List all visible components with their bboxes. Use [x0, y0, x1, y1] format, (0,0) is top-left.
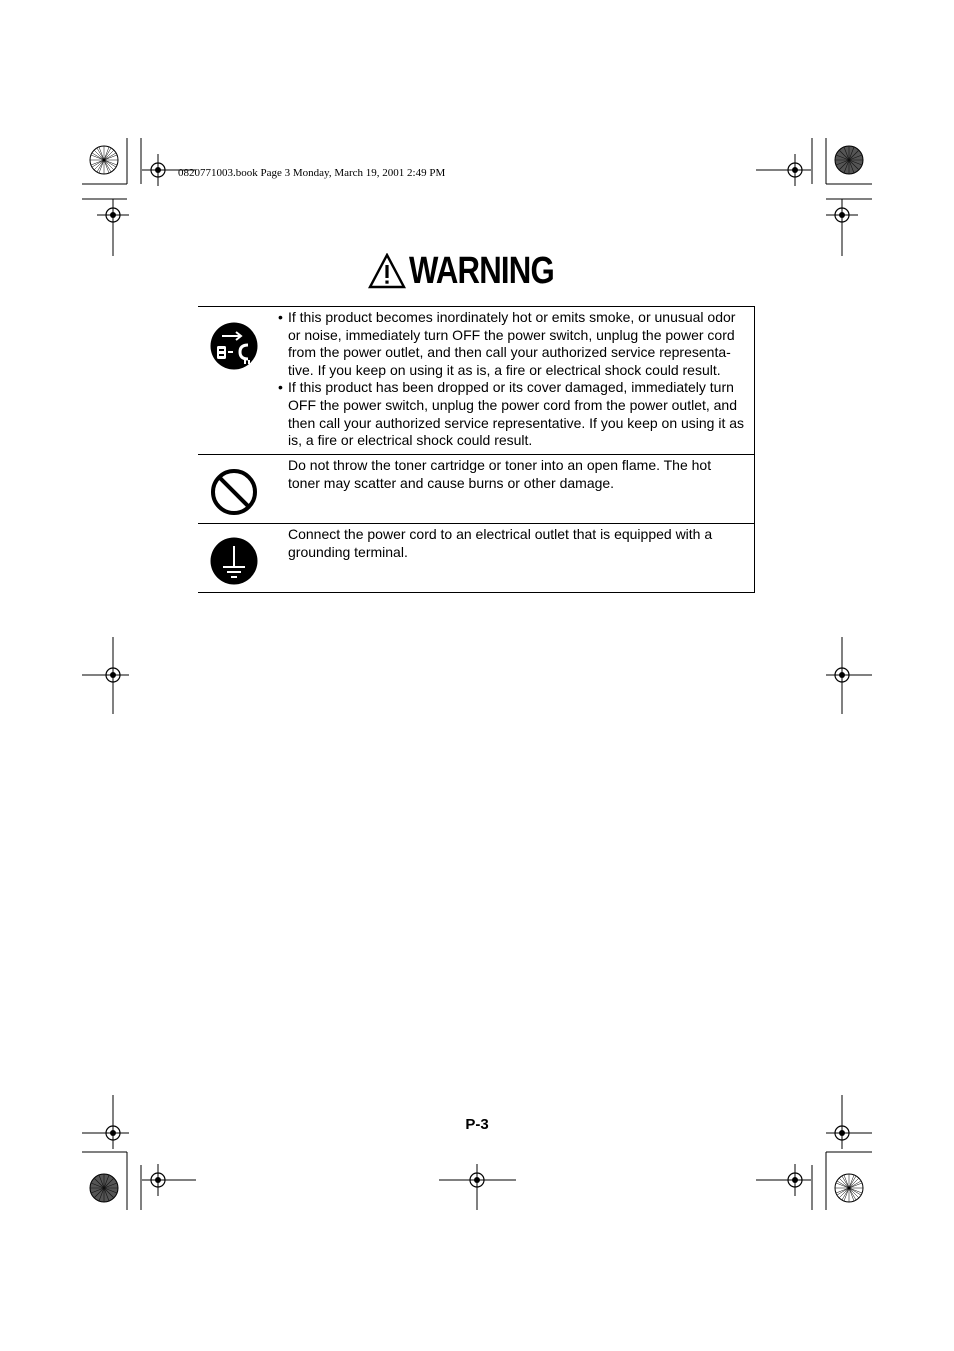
warning-heading	[0, 248, 954, 294]
list-item: • If this product has been dropped or its cover damaged, immediately turn OFF the power switch, unplug the power cord from the power outlet, and then call your authorized service representative. If you keep on using it as is, a fire or electrical shock could result.	[278, 379, 746, 449]
warning-table	[198, 306, 755, 593]
grounding-instruction-text: Connect the power cord to an electrical outlet that is equipped with a grounding terminal.	[288, 526, 713, 560]
warning-title-text: WARNING	[409, 250, 555, 292]
warning-row-unplug	[198, 307, 754, 454]
print-slug-header: 0820771003.book Page 3 Monday, March 19, 2001 2:49 PM	[178, 167, 446, 179]
ground-connection-icon	[210, 537, 258, 585]
prohibited-icon	[210, 468, 258, 516]
warning-row-grounding	[198, 523, 754, 592]
page-number: P-3	[465, 1116, 489, 1133]
warning-triangle-icon	[368, 253, 406, 289]
list-item: • If this product becomes inordinately hot or emits smoke, or unusual odor or noise, immediately turn OFF the power switch, unplug the power cord from the power outlet, and then call your authorized service representa-tive. If you keep on using it as is, a fire or electrical shock could result.	[278, 309, 746, 379]
toner-fire-warning-text: Do not throw the toner cartridge or toner into an open flame. The hot toner may scatter and cause burns or other damage.	[288, 457, 712, 491]
unplug-power-cord-icon	[210, 322, 258, 370]
unplug-instructions-list	[198, 309, 746, 450]
warning-row-toner-fire	[198, 454, 754, 523]
